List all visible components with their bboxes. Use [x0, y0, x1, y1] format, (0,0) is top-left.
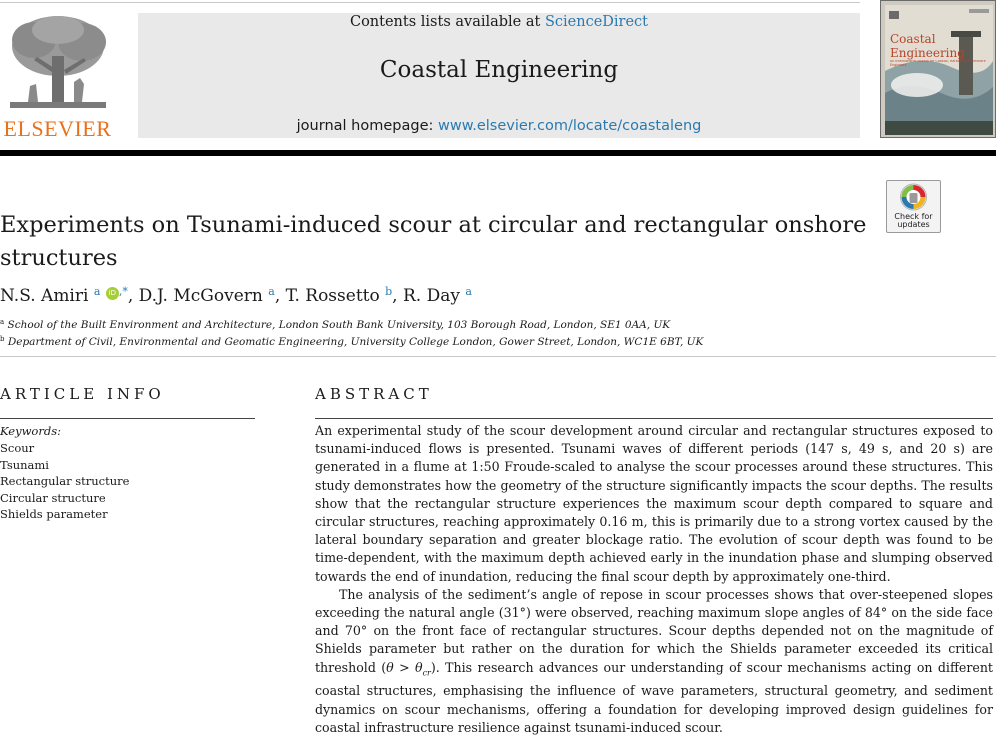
author-affil-marker[interactable]: a [93, 285, 101, 298]
header-thick-divider [0, 150, 996, 156]
shields-inequality: $\theta > \theta_{cr}$ [386, 659, 431, 678]
cover-title-line2: Engineering [890, 46, 965, 60]
keyword-list [0, 440, 129, 523]
author-name[interactable]: T. Rossetto [285, 286, 380, 306]
abstract-paragraph-2-part1: The analysis of the sediment’s angle of repose in scour processes shows that over-steepened slopes exceeding the natural angle (31°) were observed, reaching maximum slope angles of 84° on the side face and 70° on the front face of rectangular structures. Scour depths depended not on the magnitude of Shields parameter but rather on the duration for which the Shields parameter exceeded its critical threshold ( [315, 586, 993, 675]
homepage-prefix: journal homepage: [296, 118, 434, 134]
orcid-icon[interactable]: iD [106, 287, 119, 300]
affiliation-key: a [0, 318, 5, 326]
abstract-paragraph-2 [315, 586, 993, 737]
article-title: Experiments on Tsunami-induced scour at circular and rectangular onshore structures [0, 212, 867, 271]
author-affil-marker[interactable]: b [385, 285, 393, 298]
abstract-divider [315, 418, 993, 419]
check-for-updates-line2: updates [897, 220, 930, 229]
keyword-item[interactable]: Scour [0, 441, 35, 455]
check-for-updates-icon [887, 181, 940, 213]
journal-cover-art-icon [881, 1, 996, 138]
sciencedirect-link[interactable]: ScienceDirect [544, 14, 649, 30]
corresponding-author-marker[interactable]: ,* [118, 285, 128, 298]
keyword-item[interactable]: Tsunami [0, 457, 49, 472]
check-for-updates-line1: Check for [894, 212, 933, 221]
elsevier-tree-logo-icon [4, 12, 112, 114]
author-affil-marker[interactable]: a [465, 285, 472, 298]
abstract-heading: ABSTRACT [315, 385, 433, 403]
abstract-body [315, 422, 993, 737]
affiliation-key: b [0, 335, 5, 343]
abstract-paragraph-2-part2: ). This research advances our understanding of scour mechanisms acting on different coastal structures, emphasising the influence of wave parameters, structural geometry, and sediment dynamics on scour mechanisms, offering a foundation for developing improved design guidelines for coastal infrastructure resilience against tsunami-induced scour. [315, 659, 993, 735]
affiliation-a [0, 318, 900, 331]
homepage-link[interactable]: www.elsevier.com/locate/coastaleng [437, 118, 702, 134]
author-list: N.S. Amiri $^a$ iD ,*, D.J. McGovern $^a$, T. Rossetto $^b$, R. Day $^a$ [0, 285, 472, 306]
abstract-paragraph-1: An experimental study of the scour development around circular and rectangular structures exposed to tsunami-induced flows is presented. Tsunami waves of different periods (147 s, 49 s, and 20 s) are generated in a flume at 1:50 Froude-scaled to analyse the scour processes around these structures. This study demonstrates how the geometry of the structure significantly impacts the scour depths. The results show that the rectangular structure experiences the maximum scour depth compared to square and circular structures, reaching approximately 0.16 m, this is primarily due to a strong vortex caused by the lateral boundary separation and greater blockage ratio. The evolution of scour depth was found to be time-dependent, with the maximum depth achieved early in the inundation phase and slumping observed towards the end of inundation, reducing the final scour depth by approximately one-third. [315, 423, 993, 584]
check-for-updates-button[interactable] [886, 180, 941, 233]
keywords-label: Keywords: [0, 424, 61, 438]
author-name[interactable]: D.J. McGovern [138, 286, 263, 306]
contents-prefix: Contents lists available at [349, 14, 541, 30]
author-name[interactable]: R. Day [402, 286, 460, 306]
elsevier-wordmark: ELSEVIER [3, 116, 112, 141]
journal-title[interactable]: Coastal Engineering [379, 57, 619, 83]
check-for-updates-label [887, 213, 940, 229]
keyword-item[interactable]: Circular structure [0, 490, 106, 505]
cover-title-line1: Coastal [890, 32, 936, 46]
author-name[interactable]: N.S. Amiri [0, 286, 89, 306]
contents-line [138, 14, 860, 30]
affiliation-divider [0, 356, 996, 357]
elsevier-logo[interactable] [0, 12, 115, 141]
top-divider [0, 2, 860, 3]
journal-cover-image[interactable] [880, 0, 996, 138]
article-info-divider [0, 418, 255, 419]
journal-header-box [138, 13, 860, 138]
affiliation-b [0, 335, 900, 348]
affiliation-text: School of the Built Environment and Architecture, London South Bank University, 103 Borough Road, London, SE1 0AA, UK [7, 319, 671, 331]
article-info-heading: ARTICLE INFO [0, 385, 165, 403]
homepage-line [138, 118, 860, 134]
affiliation-text: Department of Civil, Environmental and Geomatic Engineering, University College London, Gower Street, London, WC1E 6BT, UK [7, 336, 704, 348]
author-affil-marker[interactable]: a [268, 285, 275, 298]
keyword-item[interactable]: Shields parameter [0, 507, 108, 522]
keyword-item[interactable]: Rectangular structure [0, 474, 130, 489]
cover-subtitle: An International Journal for Coastal, Harbour and Offshore Engineers [890, 60, 986, 67]
